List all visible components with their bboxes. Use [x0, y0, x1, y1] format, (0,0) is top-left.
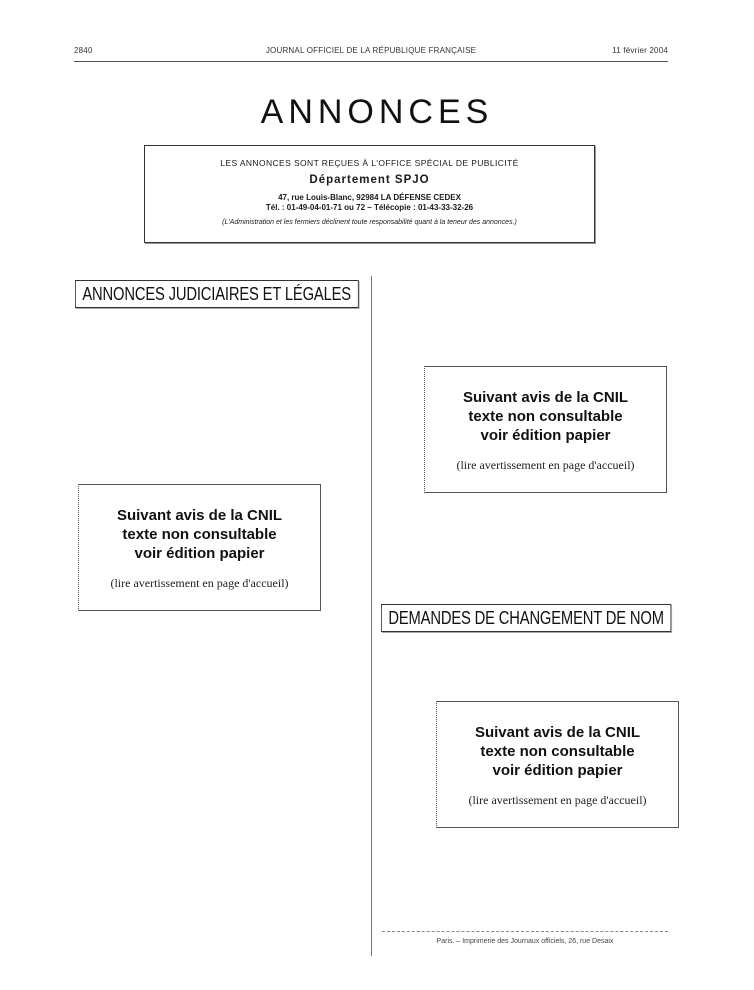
- cnil-line-1: Suivant avis de la CNIL: [474, 724, 641, 741]
- section-title-label: ANNONCES JUDICIAIRES ET LÉGALES: [82, 284, 351, 304]
- footer-rule: [382, 931, 668, 932]
- cnil-note: (lire avertissement en page d'accueil): [456, 458, 635, 472]
- cnil-notice-box: [424, 366, 667, 493]
- cnil-line-3: voir édition papier: [134, 545, 265, 562]
- cnil-line-2: texte non consultable: [468, 408, 623, 425]
- cnil-notice-box: [436, 701, 679, 828]
- column-divider: [371, 276, 372, 956]
- cnil-line-3: voir édition papier: [480, 427, 611, 444]
- cnil-line-3: voir édition papier: [492, 762, 623, 779]
- issue-date: 11 février 2004: [612, 46, 668, 55]
- info-line: LES ANNONCES SONT REÇUES À L'OFFICE SPÉCIAL DE PUBLICITÉ: [220, 158, 519, 168]
- disclaimer: (L'Administration et les fermiers déclinent toute responsabilité quant à la teneur des annonces.): [222, 219, 517, 226]
- cnil-notice-box: [78, 484, 321, 611]
- cnil-line-2: texte non consultable: [122, 526, 277, 543]
- address: 47, rue Louis-Blanc, 92984 LA DÉFENSE CEDEX: [278, 193, 461, 202]
- printer-imprint: Paris. – Imprimerie des Journaux officiels, 26, rue Desaix: [436, 938, 614, 945]
- cnil-note: (lire avertissement en page d'accueil): [110, 576, 289, 590]
- info-box: [144, 145, 595, 243]
- section-title-judiciaires: [75, 280, 358, 308]
- header-rule: [74, 61, 668, 62]
- page-number: 2840: [74, 46, 93, 55]
- section-title-label: DEMANDES DE CHANGEMENT DE NOM: [388, 608, 664, 628]
- cnil-line-1: Suivant avis de la CNIL: [462, 389, 629, 406]
- page-title: ANNONCES: [260, 93, 494, 131]
- journal-title: JOURNAL OFFICIEL DE LA RÉPUBLIQUE FRANÇAISE: [265, 46, 477, 55]
- department-name: Département SPJO: [309, 174, 430, 186]
- section-title-changement-nom: [381, 604, 671, 632]
- cnil-note: (lire avertissement en page d'accueil): [468, 793, 647, 807]
- phone-line: Tél. : 01-49-04-01-71 ou 72 – Télécopie : 01-43-33-32-26: [265, 203, 474, 212]
- cnil-line-1: Suivant avis de la CNIL: [116, 507, 283, 524]
- cnil-line-2: texte non consultable: [480, 743, 635, 760]
